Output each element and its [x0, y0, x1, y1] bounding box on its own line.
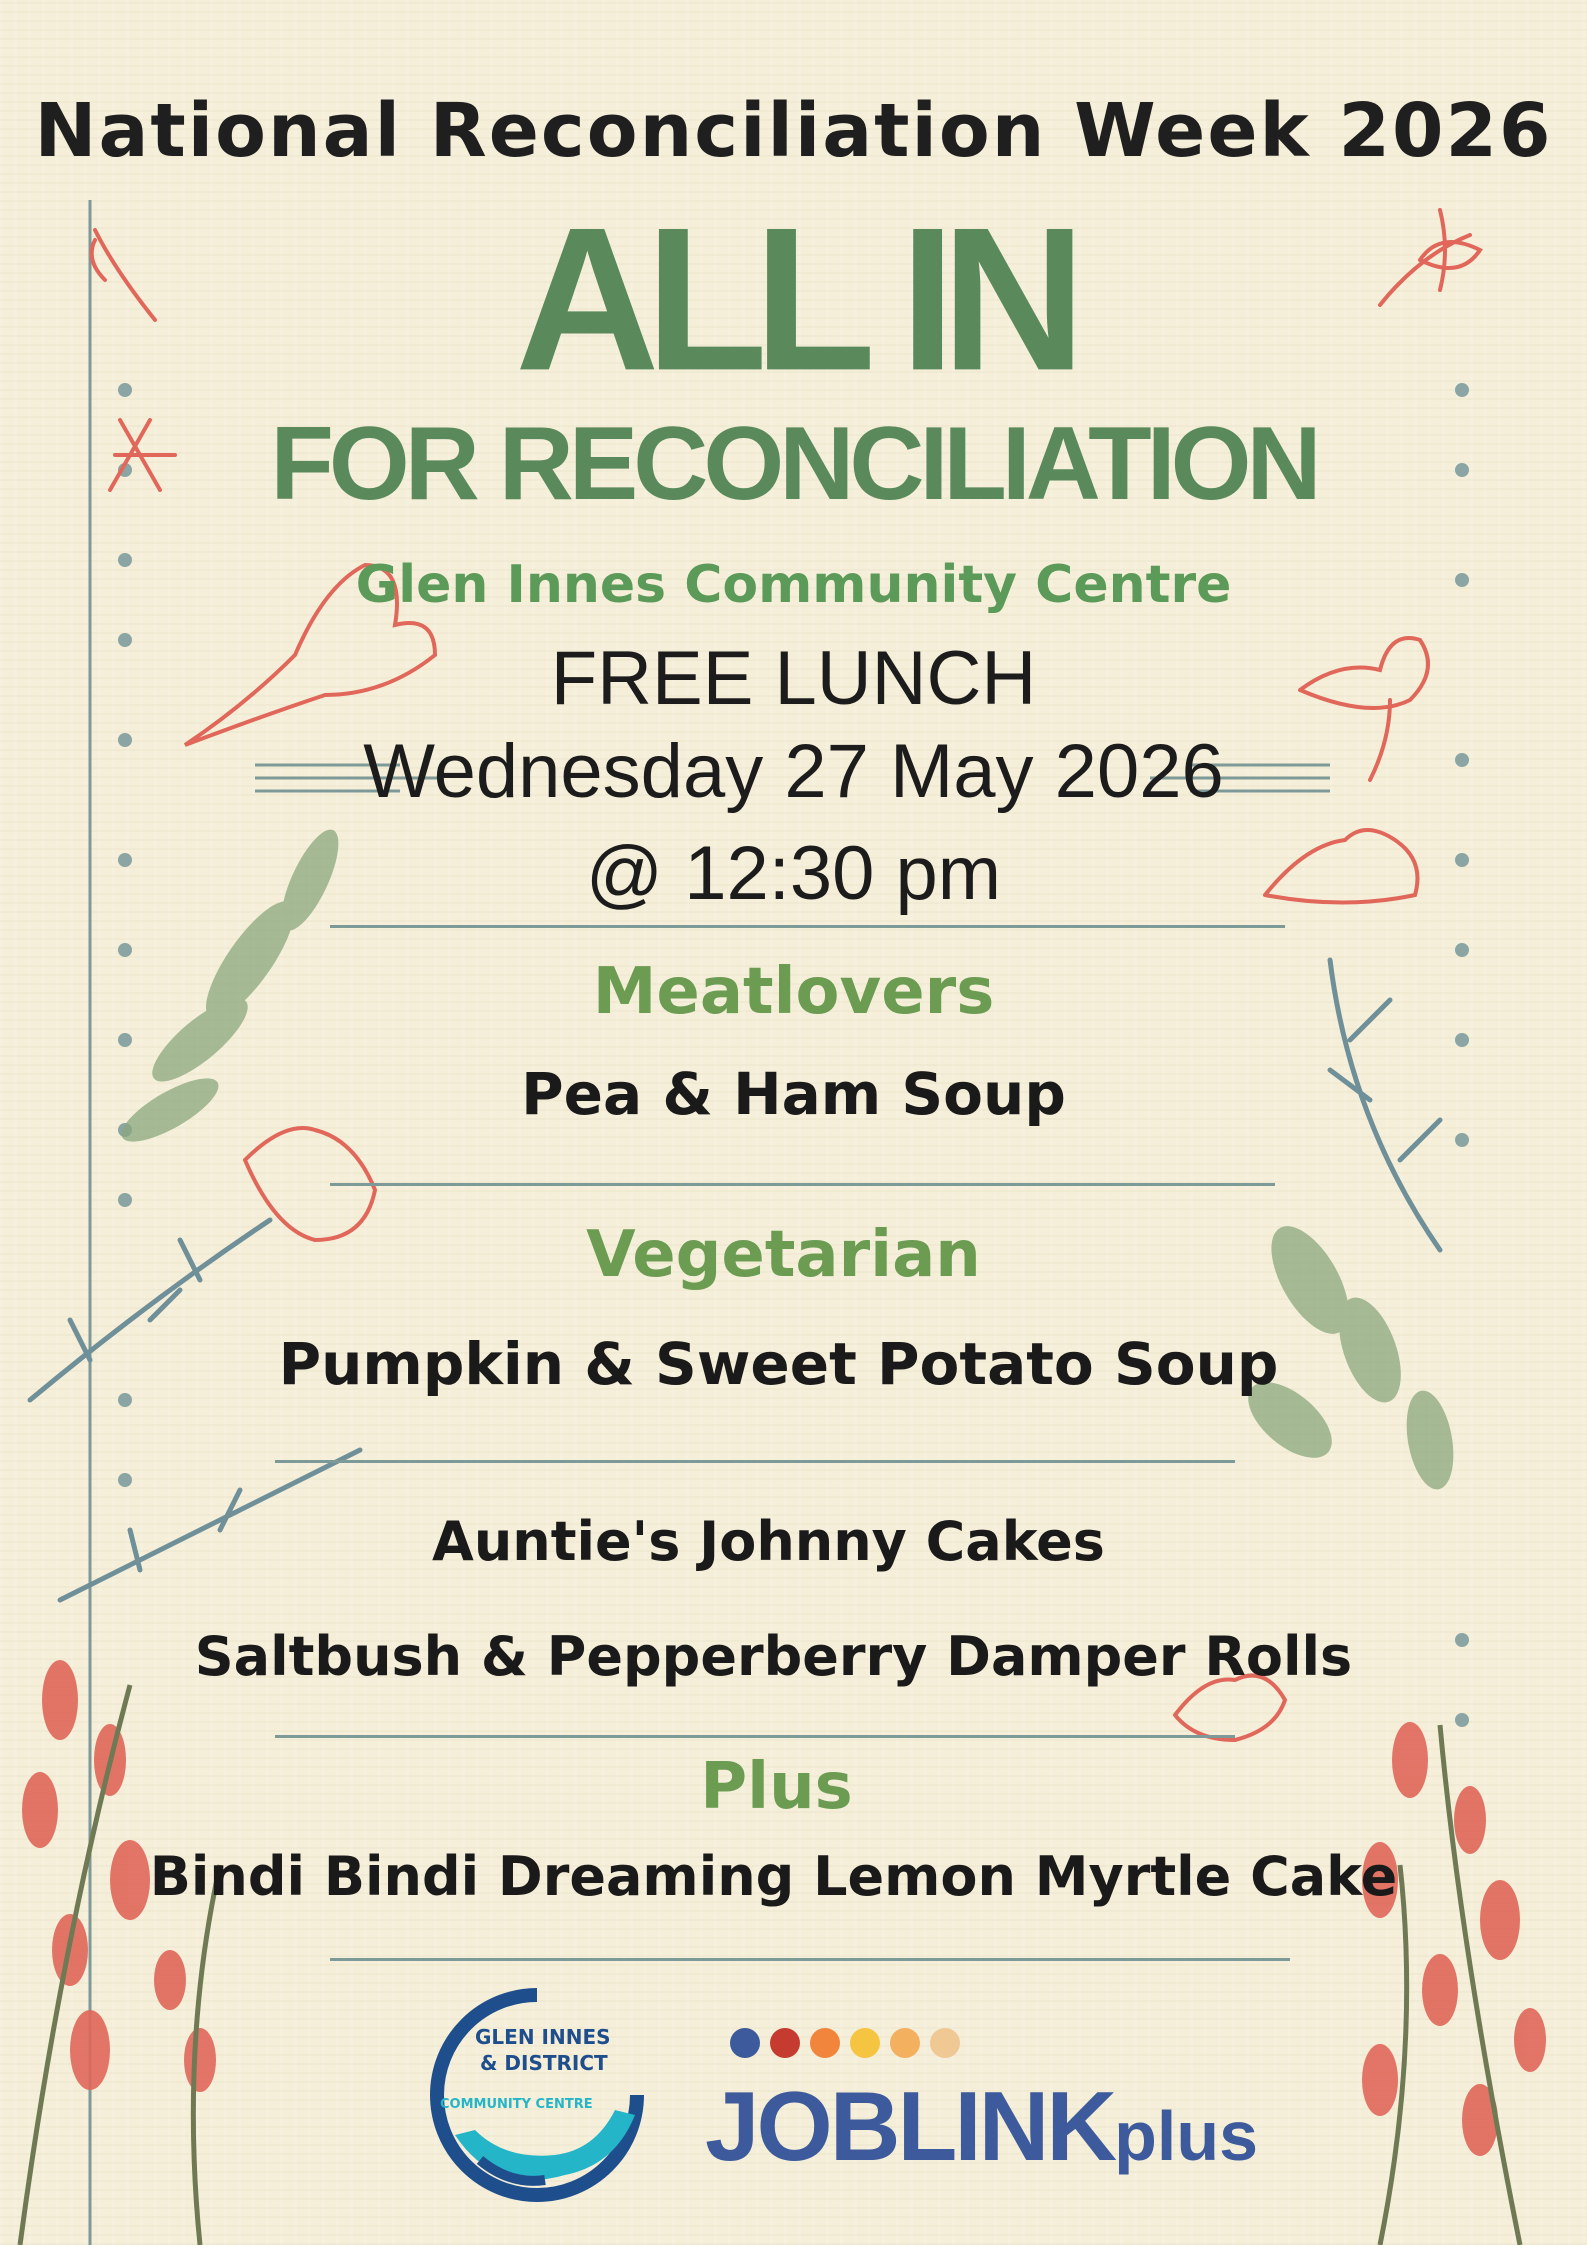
- logo-dot-1: [730, 2028, 760, 2058]
- slogan-subheading: FOR RECONCILIATION: [270, 406, 1317, 522]
- joblink-plus-text: plus: [1114, 2097, 1259, 2175]
- vegetarian-menu-item: Pumpkin & Sweet Potato Soup: [278, 1330, 1279, 1398]
- extra-item-johnny-cakes: Auntie's Johnny Cakes: [432, 1510, 1105, 1573]
- joblink-plus-logo: [705, 2020, 1305, 2180]
- free-lunch-label: FREE LUNCH: [550, 636, 1037, 721]
- dessert-menu-item: Bindi Bindi Dreaming Lemon Myrtle Cake: [149, 1845, 1398, 1908]
- vegetarian-heading: Vegetarian: [586, 1218, 981, 1292]
- logo-dot-3: [810, 2028, 840, 2058]
- glen-innes-community-centre-logo: [425, 1985, 650, 2210]
- logo-dot-5: [890, 2028, 920, 2058]
- logo-dot-2: [770, 2028, 800, 2058]
- extra-item-damper-rolls: Saltbush & Pepperberry Damper Rolls: [194, 1625, 1353, 1688]
- glen-innes-logo-line2: & DISTRICT: [480, 2051, 608, 2075]
- event-date: Wednesday 27 May 2026: [363, 729, 1224, 814]
- divider-3: [275, 1460, 1235, 1463]
- event-title: National Reconciliation Week 2026: [34, 88, 1553, 174]
- meat-menu-item: Pea & Ham Soup: [521, 1060, 1066, 1128]
- glen-innes-logo-line3: COMMUNITY CENTRE: [440, 2097, 593, 2112]
- joblink-main-text: JOBLINK: [705, 2071, 1115, 2181]
- plus-heading: Plus: [700, 1750, 853, 1824]
- divider-2: [330, 1183, 1275, 1186]
- divider-5: [330, 1958, 1290, 1961]
- glen-innes-logo-line1: GLEN INNES: [475, 2025, 611, 2049]
- logo-dot-4: [850, 2028, 880, 2058]
- venue-name: Glen Innes Community Centre: [355, 555, 1232, 615]
- joblink-wordmark: [705, 2070, 1258, 2183]
- slogan-main-heading: ALL IN: [515, 185, 1072, 414]
- divider-4: [275, 1735, 1235, 1738]
- divider-1: [330, 925, 1285, 928]
- logo-dot-6: [930, 2028, 960, 2058]
- event-time: @ 12:30 pm: [585, 831, 1002, 916]
- meatlovers-heading: Meatlovers: [592, 955, 995, 1029]
